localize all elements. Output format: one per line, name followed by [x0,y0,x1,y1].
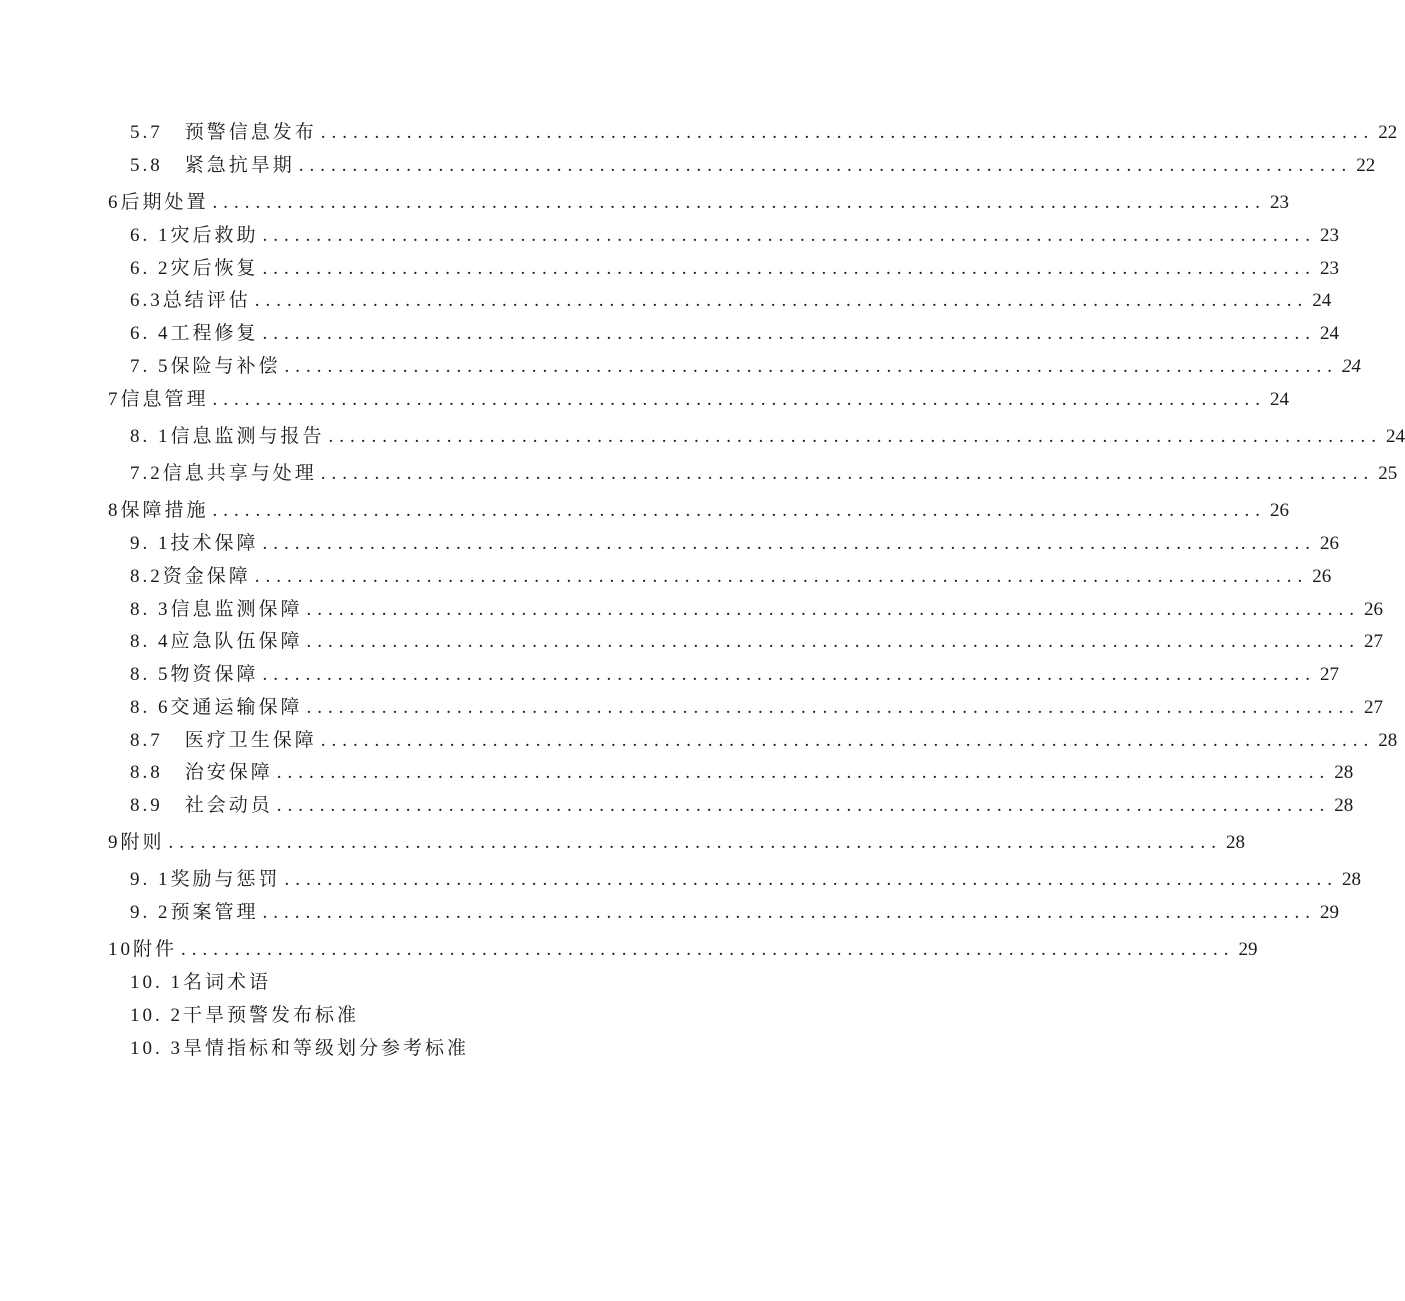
dot-leader: .................................................................................................. [262,664,1317,685]
toc-entry-label: 6. 1灾后救助 [130,225,259,246]
toc-entry-label: 8. 6交通运输保障 [130,697,303,718]
dot-leader: .................................................................................................. [298,155,1353,176]
dot-leader: .................................................................................................. [212,500,1267,521]
toc-entry-10-3[interactable] [130,1036,807,1062]
toc-entry-7[interactable] [108,387,1290,413]
dot-leader: .................................................................................................. [262,225,1317,246]
toc-entry-10-2[interactable] [130,1003,807,1029]
toc-page-number: 27 [1320,664,1340,685]
toc-entry-10-1[interactable] [130,970,807,996]
toc-entry-label: 5.7 预警信息发布 [130,122,317,143]
toc-page-number: 26 [1270,500,1290,521]
toc-page-number: 28 [1342,869,1362,890]
toc-entry-label: 10. 1名词术语 [130,972,272,993]
toc-entry-8-1[interactable] [130,424,1405,450]
toc-page-number: 27 [1364,697,1384,718]
toc-entry-10[interactable] [108,937,1258,963]
toc-page-number: 26 [1320,533,1340,554]
toc-entry-8-3[interactable] [130,597,1384,623]
dot-leader: .................................................................................................. [320,122,1375,143]
toc-page-number: 25 [1378,463,1398,484]
toc-entry-label: 7. 5保险与补偿 [130,356,281,377]
toc-entry-6-2[interactable] [130,256,1340,282]
toc-entry-8-6[interactable] [130,695,1384,721]
toc-page-number: 24 [1270,389,1290,410]
toc-entry-label: 10. 2干旱预警发布标准 [130,1005,360,1026]
toc-page-number: 28 [1378,730,1398,751]
toc-entry-label: 8.2资金保障 [130,566,251,587]
toc-entry-label: 6. 2灾后恢复 [130,258,259,279]
dot-leader: .................................................................................................. [168,832,1223,853]
toc-page-number: 23 [1320,225,1340,246]
toc-page-number: 28 [1334,795,1354,816]
toc-page-number: 23 [1270,192,1290,213]
toc-entry-label: 6. 4工程修复 [130,323,259,344]
toc-page-number: 24 [1312,290,1332,311]
toc-entry-8-2[interactable] [130,564,1332,590]
toc-entry-label: 8. 4应急队伍保障 [130,631,303,652]
toc-entry-label: 8. 3信息监测保障 [130,599,303,620]
toc-page-number: 28 [1226,832,1246,853]
toc-entry-8-8[interactable] [130,760,1354,786]
dot-leader: .................................................................................................. [254,566,1309,587]
toc-entry-8-4[interactable] [130,629,1384,655]
dot-leader: .................................................................................................. [284,869,1339,890]
toc-entry-9-1b[interactable] [130,867,1362,893]
dot-leader: .................................................................................................. [181,939,1235,960]
toc-entry-6[interactable] [108,190,1290,216]
toc-entry-6-4[interactable] [130,321,1340,347]
dot-leader: .................................................................................................. [306,599,1361,620]
dot-leader: .................................................................................................. [212,389,1267,410]
toc-page-number: 22 [1356,155,1376,176]
toc-entry-9-2[interactable] [130,900,1340,926]
toc-entry-label: 7信息管理 [108,389,209,410]
toc-page-number: 29 [1238,939,1258,960]
toc-entry-label: 8. 5物资保障 [130,664,259,685]
dot-leader: .................................................................................................. [262,258,1317,279]
toc-entry-label: 8.9 社会动员 [130,795,273,816]
dot-leader: .................................................................................................. [328,426,1383,447]
dot-leader: .................................................................................................. [320,730,1375,751]
dot-leader: .................................................................................................. [262,902,1317,923]
toc-entry-8[interactable] [108,498,1290,524]
dot-leader: .................................................................................................. [262,533,1317,554]
toc-entry-6-1[interactable] [130,223,1340,249]
toc-entry-label: 7.2信息共享与处理 [130,463,317,484]
toc-entry-9-1[interactable] [130,531,1340,557]
toc-page-number: 24 [1320,323,1340,344]
dot-leader: .................................................................................................. [276,762,1331,783]
toc-page-number: 26 [1312,566,1332,587]
toc-entry-5-7[interactable] [130,120,1398,146]
dot-leader: .................................................................................................. [254,290,1309,311]
toc-page-number: 24 [1342,356,1362,377]
toc-entry-label: 6后期处置 [108,192,209,213]
toc-entry-5-8[interactable] [130,153,1376,179]
toc-entry-label: 6.3总结评估 [130,290,251,311]
toc-entry-label: 10. 3旱情指标和等级划分参考标准 [130,1038,470,1059]
dot-leader: .................................................................................................. [306,631,1361,652]
toc-entry-label: 5.8 紧急抗旱期 [130,155,295,176]
toc-entry-label: 9. 1奖励与惩罚 [130,869,281,890]
toc-entry-8-5[interactable] [130,662,1340,688]
toc-page-number: 29 [1320,902,1340,923]
toc-entry-7-2[interactable] [130,461,1398,487]
toc-page-number: 27 [1364,631,1384,652]
toc-entry-label: 10附件 [108,939,178,960]
toc-entry-8-9[interactable] [130,793,1354,819]
toc-entry-6-3[interactable] [130,288,1332,314]
dot-leader: .................................................................................................. [284,356,1339,377]
toc-entry-7-5[interactable] [130,354,1362,380]
toc-entry-label: 9. 1技术保障 [130,533,259,554]
toc-entry-9[interactable] [108,830,1246,856]
toc-page-number: 28 [1334,762,1354,783]
toc-entry-label: 9. 2预案管理 [130,902,259,923]
toc-page-number: 26 [1364,599,1384,620]
toc-page-number: 24 [1386,426,1405,447]
dot-leader: .................................................................................................. [276,795,1331,816]
toc-entry-label: 8保障措施 [108,500,209,521]
toc-entry-label: 8. 1信息监测与报告 [130,426,325,447]
toc-entry-label: 8.8 治安保障 [130,762,273,783]
dot-leader: .................................................................................................. [320,463,1375,484]
toc-entry-label: 9附则 [108,832,165,853]
dot-leader: .................................................................................................. [262,323,1317,344]
dot-leader: .................................................................................................. [212,192,1267,213]
toc-page-number: 23 [1320,258,1340,279]
toc-entry-8-7[interactable] [130,728,1398,754]
toc-page-number: 22 [1378,122,1398,143]
toc-entry-label: 8.7 医疗卫生保障 [130,730,317,751]
dot-leader: .................................................................................................. [306,697,1361,718]
